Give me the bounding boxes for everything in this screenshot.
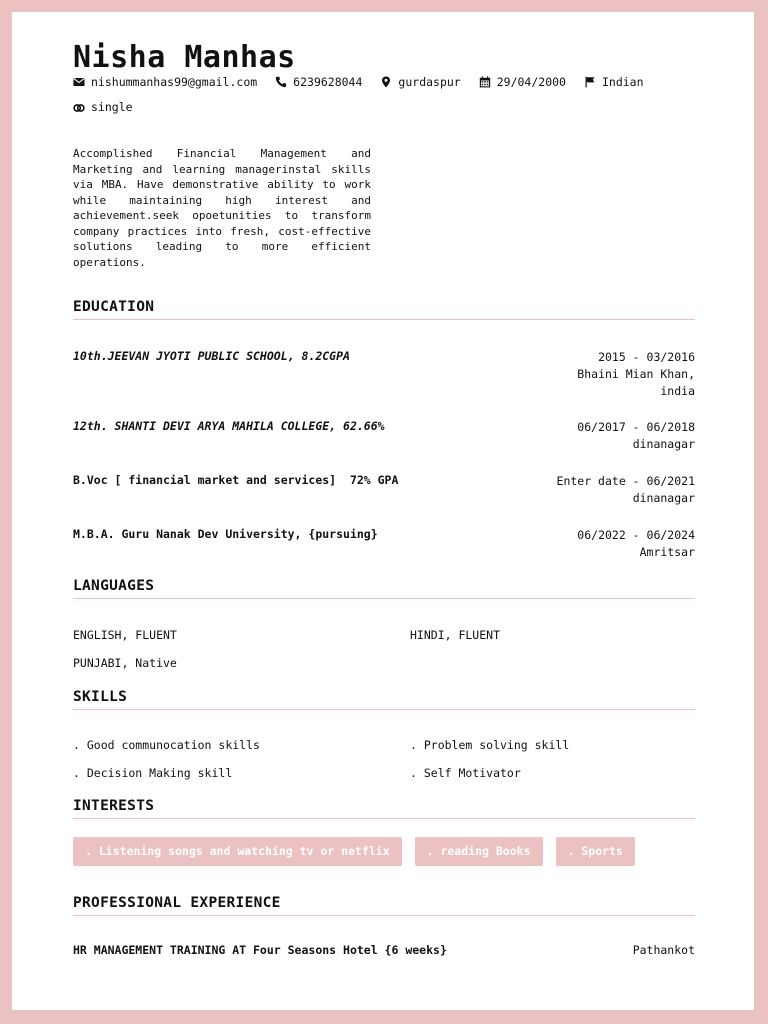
interest-tag: . Sports [556, 837, 635, 866]
contact-row-1 [73, 74, 695, 90]
education-place: Amritsar [639, 545, 695, 559]
dob-text: 29/04/2000 [496, 75, 566, 89]
section-title-skills: SKILLS [73, 689, 695, 710]
contact-phone [275, 75, 362, 89]
nationality-text: Indian [601, 75, 644, 89]
envelope-icon [73, 76, 85, 88]
education-title: 10th.JEEVAN JYOTI PUBLIC SCHOOL, 8.2CGPA [73, 349, 350, 363]
skill-item: . Good communocation skills [73, 738, 260, 752]
experience-location: Pathankot [632, 943, 695, 957]
flag-icon [584, 76, 596, 88]
education-meta [555, 473, 695, 507]
calendar-icon [479, 76, 491, 88]
rings-icon [73, 101, 85, 113]
language-item: ENGLISH, FLUENT [73, 628, 177, 642]
section-title-interests: INTERESTS [73, 798, 695, 819]
skill-item: . Decision Making skill [73, 766, 233, 780]
education-dates: 06/2022 - 06/2024 [577, 528, 695, 542]
education-dates: Enter date - 06/2021 [556, 474, 695, 488]
education-item [73, 349, 695, 399]
phone-text: 6239628044 [293, 75, 363, 89]
education-item [73, 527, 695, 563]
education-place: Bhaini Mian Khan, india [577, 367, 695, 398]
education-place: dinanagar [632, 491, 695, 505]
section-title-languages: LANGUAGES [73, 578, 695, 599]
language-item: HINDI, FLUENT [410, 628, 501, 642]
education-meta [555, 419, 695, 453]
education-meta [555, 349, 695, 400]
skill-item: . Problem solving skill [410, 738, 570, 752]
education-dates: 06/2017 - 06/2018 [577, 420, 695, 434]
contact-dob [479, 75, 566, 89]
contact-info [73, 74, 695, 124]
education-place: dinanagar [632, 437, 695, 451]
interest-tag: . Listening songs and watching tv or netflix [73, 837, 402, 866]
language-item: PUNJABI, Native [73, 656, 177, 670]
resume-page [12, 12, 754, 1010]
contact-nationality [584, 75, 644, 89]
contact-row-2 [73, 99, 695, 115]
skills-list [73, 738, 695, 788]
education-item [73, 419, 695, 455]
email-text: nishummanhas99@gmail.com [91, 75, 258, 89]
interest-tag: . reading Books [415, 837, 543, 866]
section-title-education: EDUCATION [73, 299, 695, 320]
candidate-name: Nisha Manhas [73, 40, 296, 75]
marital-status-text: single [91, 100, 133, 114]
experience-item [73, 943, 695, 961]
experience-title: HR MANAGEMENT TRAINING AT Four Seasons Hotel {6 weeks} [73, 943, 447, 957]
education-title: 12th. SHANTI DEVI ARYA MAHILA COLLEGE, 62.66% [73, 419, 385, 433]
phone-icon [275, 76, 287, 88]
contact-location [380, 75, 460, 89]
location-text: gurdaspur [398, 75, 461, 89]
profile-summary: Accomplished Financial Management and Marketing and learning managerinstal skills via MBA. Have demonstrative ability to work while maintaining high interest and achievement.seek opoetunities to transform company practices into fresh, cost-effective solutions leading to more efficient operations. [73, 147, 371, 269]
contact-email [73, 75, 257, 89]
languages-list [73, 628, 695, 678]
education-title: M.B.A. Guru Nanak Dev University, {pursuing} [73, 527, 378, 541]
contact-marital-status [73, 100, 133, 114]
education-dates: 2015 - 03/2016 [598, 350, 695, 364]
section-title-experience: PROFESSIONAL EXPERIENCE [73, 895, 695, 916]
interests-list [73, 837, 695, 866]
map-pin-icon [380, 76, 392, 88]
education-meta [555, 527, 695, 561]
education-item [73, 473, 695, 509]
education-title: B.Voc [ financial market and services] 72% GPA [73, 473, 399, 487]
skill-item: . Self Motivator [410, 766, 521, 780]
